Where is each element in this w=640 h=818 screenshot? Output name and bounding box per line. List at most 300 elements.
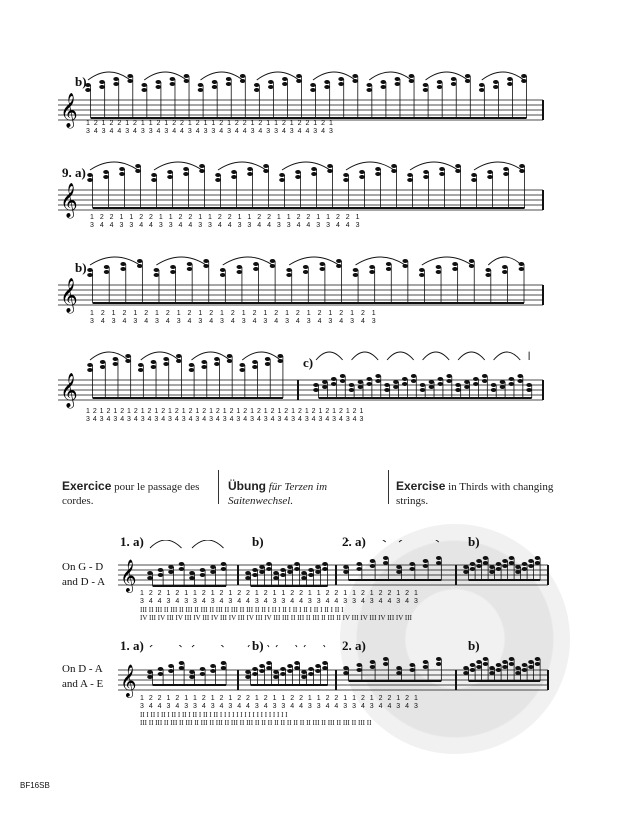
note-head — [245, 576, 251, 580]
bottom-2-side-line2: and A - E — [62, 678, 104, 690]
slur — [223, 257, 273, 265]
row-2-label: 9. a) — [62, 165, 86, 180]
note-head — [487, 175, 493, 179]
note-head — [103, 175, 109, 179]
note-head — [366, 83, 372, 87]
note-head — [113, 77, 119, 81]
slur — [422, 257, 472, 265]
note-head — [120, 262, 126, 266]
note-head — [308, 672, 314, 676]
note-head — [375, 379, 381, 383]
note-head — [322, 385, 328, 389]
note-head — [259, 669, 265, 673]
slur — [355, 257, 405, 265]
note-head — [359, 175, 365, 179]
note-head — [252, 568, 258, 572]
note-head — [227, 354, 233, 358]
note-head — [393, 380, 399, 384]
note-head — [437, 85, 443, 89]
slur — [346, 162, 394, 170]
note-head — [464, 385, 470, 389]
note-head — [301, 576, 307, 580]
note-head — [515, 565, 521, 569]
note-head — [338, 77, 344, 81]
note-head — [119, 172, 125, 176]
note-head — [419, 273, 425, 277]
note-head — [502, 665, 508, 669]
note-head — [470, 668, 476, 672]
bottom-2-section-4: b) — [468, 638, 480, 653]
note-head — [476, 660, 482, 664]
note-head — [446, 379, 452, 383]
note-head — [358, 385, 364, 389]
note-head — [509, 657, 515, 661]
note-head — [189, 571, 195, 575]
note-head — [279, 173, 285, 177]
exercise-german-title: Übung — [228, 479, 266, 493]
note-head — [87, 368, 93, 372]
note-head — [147, 675, 153, 679]
note-head — [489, 570, 495, 574]
slur — [423, 352, 450, 360]
note-head — [215, 178, 221, 182]
exercise-french-text: pour le passage des cordes. — [62, 481, 200, 507]
divider-1 — [218, 470, 219, 504]
note-head — [163, 357, 169, 361]
note-head — [179, 666, 185, 670]
note-head — [319, 267, 325, 271]
slur — [90, 257, 140, 265]
note-head — [226, 82, 232, 86]
note-head — [464, 380, 470, 384]
note-head — [158, 573, 164, 577]
note-head — [528, 564, 534, 568]
note-head — [509, 561, 515, 565]
note-head — [252, 672, 258, 676]
note-head — [479, 88, 485, 92]
note-head — [343, 178, 349, 182]
note-head — [343, 671, 349, 675]
slur — [316, 352, 343, 360]
row-4-fingering-top: 1 2 1 2 1 2 1 2 1 2 1 2 1 2 1 2 1 2 1 2 1 2 1 2 1 2 1 2 1 2 1 2 1 2 1 2 1 2 1 2 1 — [86, 408, 364, 415]
note-head — [137, 259, 143, 263]
exercise-german — [228, 479, 378, 508]
bottom-2-section-1: 1. a) — [120, 638, 144, 653]
note-head — [179, 567, 185, 571]
note-head — [301, 670, 307, 674]
note-head — [359, 170, 365, 174]
note-head — [221, 666, 227, 670]
note-head — [407, 173, 413, 177]
note-head — [287, 669, 293, 673]
note-head — [423, 559, 429, 563]
note-head — [259, 664, 265, 668]
slur — [90, 352, 128, 360]
note-head — [420, 388, 426, 392]
divider-2 — [388, 470, 389, 504]
note-head — [370, 564, 376, 568]
note-head — [103, 170, 109, 174]
note-head — [120, 267, 126, 271]
note-head — [104, 270, 110, 274]
note-head — [308, 667, 314, 671]
note-head — [515, 666, 521, 670]
note-head — [375, 172, 381, 176]
note-head — [438, 382, 444, 386]
note-head — [369, 270, 375, 274]
note-head — [151, 360, 157, 364]
note-head — [356, 562, 362, 566]
slur — [218, 162, 266, 170]
note-head — [519, 267, 525, 271]
note-head — [356, 663, 362, 667]
note-head — [278, 354, 284, 358]
note-head — [476, 564, 482, 568]
note-head — [338, 82, 344, 86]
note-head — [176, 354, 182, 358]
row-2-fingering-bottom: 3 4 4 3 3 4 4 3 3 4 4 3 3 4 4 3 3 4 4 3 3 4 4 3 3 4 4 3 — [90, 222, 360, 229]
note-head — [327, 164, 333, 168]
svg-text:𝄞: 𝄞 — [120, 664, 137, 697]
note-head — [170, 77, 176, 81]
note-head — [369, 265, 375, 269]
bottom-2-fingering-top: 1 2 2 1 2 1 1 2 1 2 1 2 2 1 2 1 1 2 2 1 1 2 2 1 1 2 1 2 2 1 2 1 — [140, 695, 418, 702]
slur — [141, 352, 179, 360]
note-head — [519, 262, 525, 266]
note-head — [489, 671, 495, 675]
note-head — [407, 178, 413, 182]
note-head — [324, 85, 330, 89]
note-head — [231, 170, 237, 174]
note-head — [147, 576, 153, 580]
note-head — [179, 661, 185, 665]
note-head — [419, 268, 425, 272]
note-head — [436, 662, 442, 666]
slur — [399, 540, 439, 542]
note-head — [522, 668, 528, 672]
note-head — [189, 675, 195, 679]
note-head — [535, 561, 541, 565]
svg-text:𝄞: 𝄞 — [60, 373, 78, 408]
bottom-2-fingering-bottom: 3 4 4 3 4 3 3 4 3 4 3 4 4 3 4 3 3 4 4 3 3 4 4 3 3 4 3 4 4 3 4 3 — [140, 703, 418, 710]
note-head — [471, 178, 477, 182]
note-head — [322, 666, 328, 670]
note-head — [189, 363, 195, 367]
note-head — [502, 270, 508, 274]
note-head — [252, 360, 258, 364]
note-head — [280, 672, 286, 676]
note-head — [294, 666, 300, 670]
bottom-2-strings-top: II I II I II I II I II I II I II I II I I I I I I I I I I I I I I I I I — [140, 711, 288, 719]
note-head — [268, 80, 274, 84]
note-head — [138, 368, 144, 372]
svg-text:𝄞: 𝄞 — [60, 183, 78, 218]
note-head — [483, 556, 489, 560]
note-head — [280, 568, 286, 572]
note-head — [294, 567, 300, 571]
slur — [192, 645, 224, 647]
note-head — [273, 670, 279, 674]
note-head — [469, 259, 475, 263]
note-head — [113, 362, 119, 366]
note-head — [521, 74, 527, 78]
note-head — [496, 668, 502, 672]
note-head — [526, 383, 532, 387]
note-head — [240, 74, 246, 78]
note-head — [370, 660, 376, 664]
note-head — [384, 383, 390, 387]
note-head — [119, 167, 125, 171]
note-head — [473, 382, 479, 386]
note-head — [343, 173, 349, 177]
note-head — [517, 374, 523, 378]
note-head — [279, 178, 285, 182]
note-head — [170, 82, 176, 86]
note-head — [507, 82, 513, 86]
note-head — [158, 667, 164, 671]
note-head — [199, 164, 205, 168]
row-3-label: b) — [75, 260, 87, 275]
exercise-english — [396, 479, 556, 508]
note-head — [273, 571, 279, 575]
note-head — [366, 382, 372, 386]
note-head — [343, 570, 349, 574]
note-head — [170, 270, 176, 274]
note-head — [200, 667, 206, 671]
note-head — [286, 273, 292, 277]
exercise-german-text: für Terzen im Saitenwechsel. — [228, 481, 328, 507]
bottom-1-fingering-bottom: 3 4 4 3 4 3 3 4 3 4 3 4 4 3 4 3 3 4 4 3 3 4 4 3 3 4 3 4 4 3 4 3 — [140, 598, 418, 605]
note-head — [308, 573, 314, 577]
note-head — [493, 85, 499, 89]
note-head — [436, 657, 442, 661]
note-head — [463, 565, 469, 569]
note-head — [476, 665, 482, 669]
note-head — [331, 377, 337, 381]
note-head — [301, 675, 307, 679]
note-head — [396, 666, 402, 670]
note-head — [265, 362, 271, 366]
note-head — [87, 273, 93, 277]
note-head — [156, 85, 162, 89]
note-head — [303, 265, 309, 269]
note-head — [509, 382, 515, 386]
note-head — [366, 377, 372, 381]
note-head — [439, 167, 445, 171]
note-head — [259, 565, 265, 569]
slur — [426, 72, 468, 80]
note-head — [386, 262, 392, 266]
note-head — [409, 567, 415, 571]
note-head — [502, 660, 508, 664]
row-2-fingering-top: 1 2 2 1 1 2 2 1 1 2 2 1 1 2 2 1 1 2 2 1 1 2 2 1 1 2 2 1 — [90, 214, 360, 221]
note-head — [168, 664, 174, 668]
note-head — [535, 657, 541, 661]
note-head — [315, 565, 321, 569]
note-head — [423, 170, 429, 174]
bottom-1-fingering-top: 1 2 2 1 2 1 1 2 1 2 1 2 2 1 2 1 1 2 2 1 1 2 2 1 1 2 1 2 2 1 2 1 — [140, 590, 418, 597]
note-head — [473, 377, 479, 381]
note-head — [452, 262, 458, 266]
note-head — [280, 667, 286, 671]
note-head — [156, 80, 162, 84]
slur — [154, 162, 202, 170]
note-head — [151, 178, 157, 182]
slur — [90, 162, 138, 170]
note-head — [154, 268, 160, 272]
note-head — [183, 172, 189, 176]
note-head — [502, 559, 508, 563]
note-head — [322, 380, 328, 384]
note-head — [127, 74, 133, 78]
note-head — [287, 664, 293, 668]
row-4-label: c) — [303, 355, 314, 370]
note-head — [135, 164, 141, 168]
slur — [304, 645, 325, 647]
note-head — [352, 74, 358, 78]
note-head — [138, 363, 144, 367]
note-head — [503, 167, 509, 171]
slur — [88, 72, 130, 80]
note-head — [220, 268, 226, 272]
note-head — [245, 571, 251, 575]
note-head — [200, 568, 206, 572]
row-3-fingering-bottom: 3 4 3 4 3 4 3 4 3 4 3 4 3 4 3 4 3 4 3 4 3 4 3 4 3 4 3 — [90, 318, 376, 325]
note-head — [141, 88, 147, 92]
note-head — [395, 82, 401, 86]
slur — [192, 352, 230, 360]
slur — [201, 72, 243, 80]
note-head — [336, 259, 342, 263]
note-head — [383, 662, 389, 666]
note-head — [141, 83, 147, 87]
note-head — [463, 671, 469, 675]
note-head — [237, 270, 243, 274]
row-4-fingering-bottom: 3 4 3 4 3 4 3 4 3 4 3 4 3 4 3 4 3 4 3 4 3 4 3 4 3 4 3 4 3 4 3 4 3 4 3 4 3 4 3 4 3 — [86, 416, 364, 423]
note-head — [158, 672, 164, 676]
note-head — [87, 268, 93, 272]
row-1-fingering-bottom: 3 4 3 4 4 3 4 3 3 4 3 4 4 3 4 3 3 4 3 4 4 3 4 3 3 4 3 4 4 3 4 3 — [86, 128, 333, 135]
note-head — [386, 267, 392, 271]
note-head — [266, 661, 272, 665]
note-head — [265, 357, 271, 361]
note-head — [254, 88, 260, 92]
note-head — [409, 562, 415, 566]
note-head — [485, 268, 491, 272]
note-head — [429, 380, 435, 384]
note-head — [315, 570, 321, 574]
note-head — [215, 173, 221, 177]
note-head — [163, 362, 169, 366]
note-head — [393, 385, 399, 389]
note-head — [210, 664, 216, 668]
note-head — [455, 388, 461, 392]
slur — [282, 162, 330, 170]
note-head — [429, 385, 435, 389]
note-head — [287, 565, 293, 569]
svg-text:𝄞: 𝄞 — [60, 278, 78, 313]
note-head — [187, 267, 193, 271]
note-head — [187, 262, 193, 266]
note-head — [526, 388, 532, 392]
slur — [313, 72, 355, 80]
note-head — [509, 662, 515, 666]
note-head — [221, 567, 227, 571]
note-head — [151, 365, 157, 369]
note-head — [436, 270, 442, 274]
note-head — [349, 383, 355, 387]
note-head — [396, 565, 402, 569]
bottom-1-side-label — [62, 560, 105, 590]
note-head — [423, 175, 429, 179]
note-head — [226, 77, 232, 81]
note-head — [221, 661, 227, 665]
bottom-1-section-4: b) — [468, 534, 480, 549]
row-1-label: b) — [75, 74, 87, 89]
note-head — [384, 388, 390, 392]
note-head — [313, 388, 319, 392]
note-head — [482, 379, 488, 383]
note-head — [483, 561, 489, 565]
note-head — [515, 671, 521, 675]
note-head — [184, 74, 190, 78]
staff-row-2 — [58, 160, 548, 220]
note-head — [252, 667, 258, 671]
note-head — [409, 663, 415, 667]
note-head — [489, 666, 495, 670]
note-head — [315, 664, 321, 668]
note-head — [439, 172, 445, 176]
note-head — [183, 167, 189, 171]
note-head — [268, 85, 274, 89]
note-head — [189, 670, 195, 674]
note-head — [214, 357, 220, 361]
note-head — [353, 273, 359, 277]
note-head — [313, 383, 319, 387]
note-head — [517, 379, 523, 383]
note-head — [470, 567, 476, 571]
note-head — [402, 382, 408, 386]
exercise-english-text: in Thirds with changing strings. — [396, 481, 554, 507]
bottom-1-strings-top: III II III II III II III II III II III II III II III II II I II I II I II I II I II I II I II I — [140, 606, 344, 614]
bottom-1-section-3: 2. a) — [342, 534, 366, 549]
slur — [488, 257, 521, 265]
slur — [192, 540, 224, 548]
note-head — [383, 561, 389, 565]
note-head — [489, 565, 495, 569]
note-head — [147, 571, 153, 575]
slur — [352, 352, 379, 360]
note-head — [370, 559, 376, 563]
note-head — [179, 562, 185, 566]
note-head — [470, 663, 476, 667]
note-head — [301, 571, 307, 575]
note-head — [295, 175, 301, 179]
note-head — [310, 88, 316, 92]
row-1-fingering-top: 1 2 1 2 2 1 2 1 1 2 1 2 2 1 2 1 1 2 1 2 2 1 2 1 1 2 1 2 2 1 2 1 — [86, 120, 333, 127]
note-head — [324, 80, 330, 84]
slur — [410, 162, 458, 170]
note-head — [214, 362, 220, 366]
note-head — [198, 88, 204, 92]
note-head — [476, 559, 482, 563]
note-head — [438, 377, 444, 381]
note-head — [463, 570, 469, 574]
note-head — [294, 661, 300, 665]
note-head — [436, 556, 442, 560]
note-head — [282, 77, 288, 81]
note-head — [502, 265, 508, 269]
